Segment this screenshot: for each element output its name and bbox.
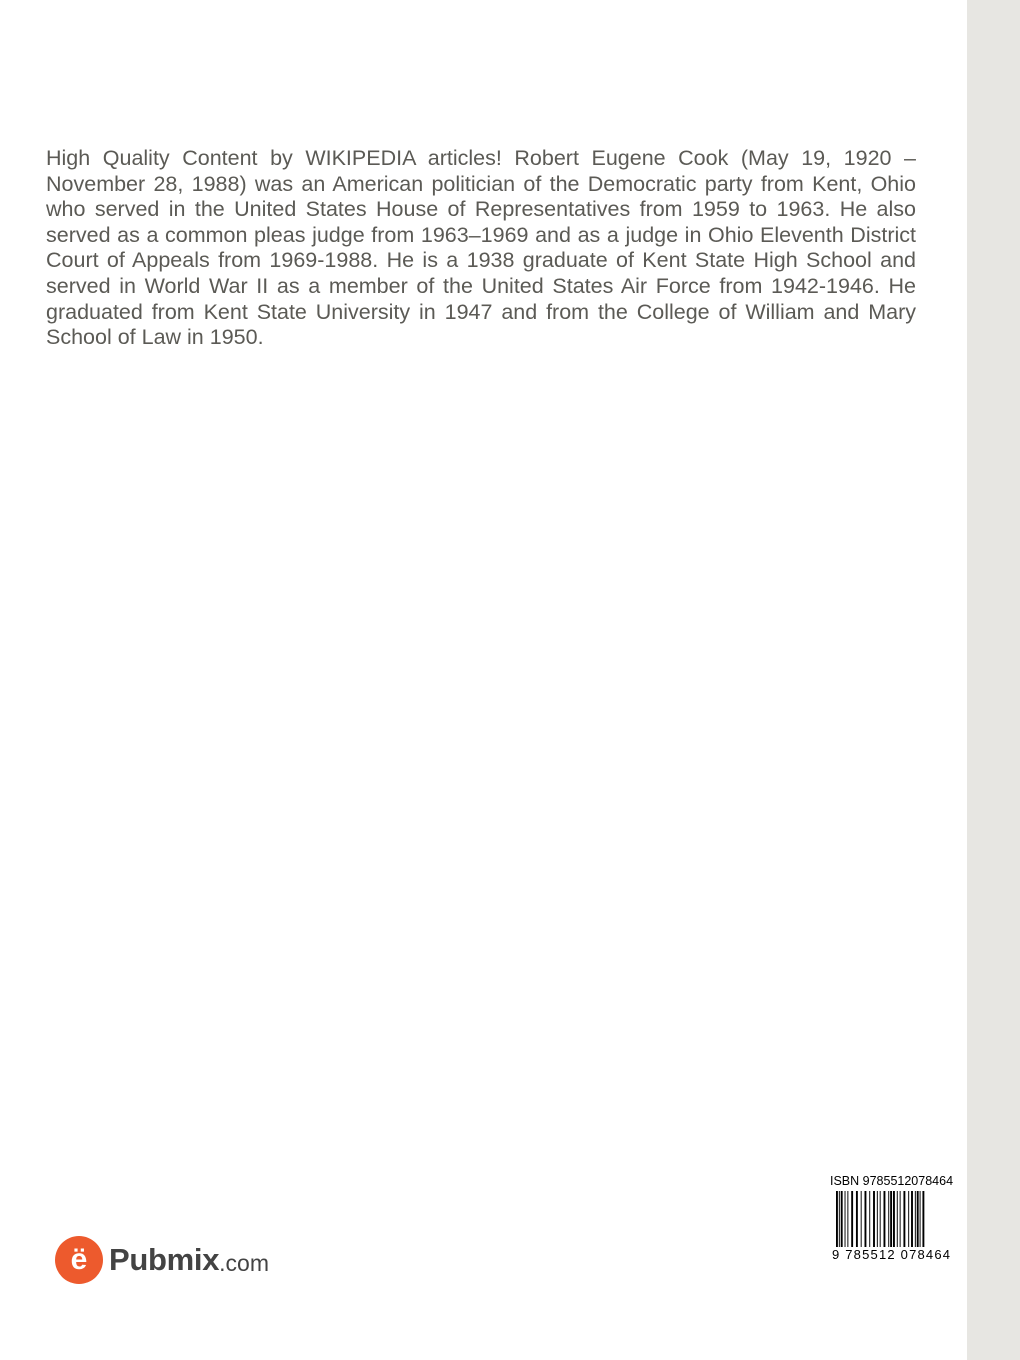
barcode-bar-23 bbox=[917, 1191, 919, 1247]
barcode-bar-4 bbox=[847, 1191, 848, 1247]
barcode-bar-13 bbox=[884, 1191, 886, 1247]
barcode-bar-10 bbox=[873, 1191, 875, 1247]
barcode-bar-9 bbox=[869, 1191, 870, 1247]
barcode-bar-11 bbox=[877, 1191, 878, 1247]
barcode-bar-21 bbox=[911, 1191, 913, 1247]
barcode-bar-15 bbox=[890, 1191, 892, 1247]
publisher-name: Pubmix bbox=[109, 1242, 220, 1277]
barcode-bar-22 bbox=[915, 1191, 916, 1247]
barcode-bar-5 bbox=[851, 1191, 853, 1247]
barcode-bar-7 bbox=[861, 1191, 862, 1247]
barcode-bar-16 bbox=[893, 1191, 895, 1247]
barcode-bar-1 bbox=[839, 1191, 840, 1247]
barcode-bars bbox=[835, 1191, 959, 1247]
barcode-bar-12 bbox=[880, 1191, 881, 1247]
spine-strip bbox=[967, 0, 1020, 1360]
isbn-label: ISBN 9785512078464 bbox=[830, 1174, 954, 1188]
publisher-domain: .com bbox=[219, 1250, 270, 1276]
barcode-bar-2 bbox=[841, 1191, 843, 1247]
barcode-digits: 9 785512 078464 bbox=[832, 1247, 952, 1262]
isbn-barcode bbox=[827, 1171, 964, 1266]
book-description: High Quality Content by WIKIPEDIA articles! Robert Eugene Cook (May 19, 1920 – November 28, 1988) was an American politician of the Democratic party from Kent, Ohio who served in the United States House of Representatives from 1959 to 1963. He also served as a common pleas judge from 1963–1969 and as a judge in Ohio Eleventh District Court of Appeals from 1969-1988. He is a 1938 graduate of Kent State High School and served in World War II as a member of the United States Air Force from 1942-1946. He graduated from Kent State University in 1947 and from the College of William and Mary School of Law in 1950. bbox=[46, 146, 916, 350]
barcode-bar-17 bbox=[897, 1191, 898, 1247]
barcode-bar-0 bbox=[836, 1191, 838, 1247]
barcode-bar-6 bbox=[856, 1191, 858, 1247]
pubmix-logo-icon: ë bbox=[55, 1236, 103, 1284]
barcode-bar-25 bbox=[922, 1191, 924, 1247]
publisher-logo bbox=[55, 1236, 269, 1284]
barcode-bar-14 bbox=[888, 1191, 889, 1247]
barcode-bar-3 bbox=[845, 1191, 846, 1247]
barcode-bar-18 bbox=[900, 1191, 901, 1247]
barcode-bar-24 bbox=[920, 1191, 921, 1247]
barcode-bar-20 bbox=[908, 1191, 909, 1247]
barcode-bar-19 bbox=[903, 1191, 905, 1247]
barcode-bar-8 bbox=[865, 1191, 867, 1247]
